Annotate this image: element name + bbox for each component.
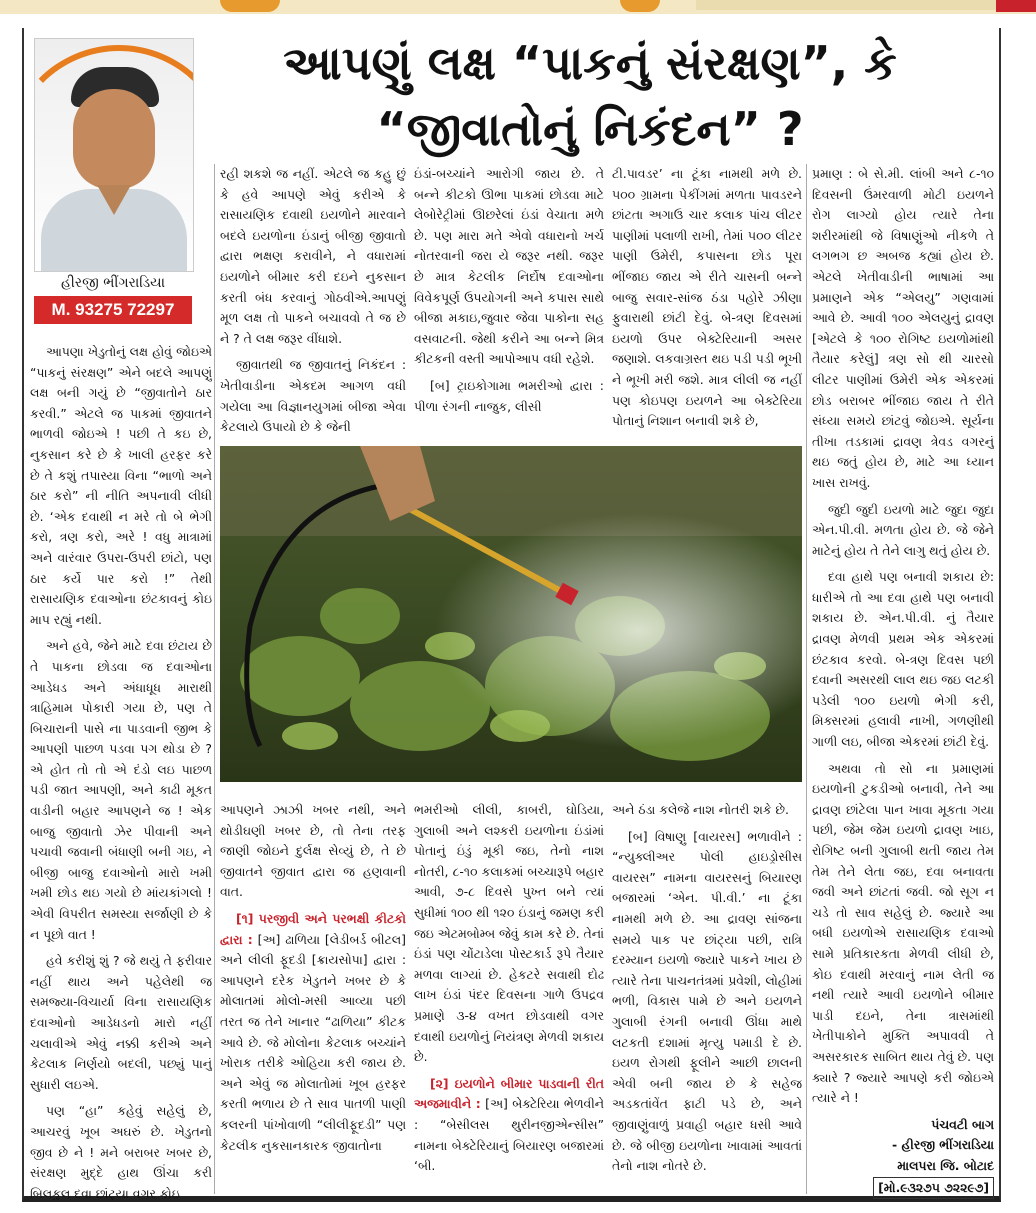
column-2-bottom bbox=[220, 800, 406, 1200]
column-rule bbox=[214, 164, 215, 1194]
top-decor-strip bbox=[0, 0, 1036, 14]
paragraph: આપણા ખેડુતોનું લક્ષ હોવું જોઇએ “પાકનું સંરક્ષણ” એને બદલે આપણું લક્ષ બની ગયું છે “જીવાતોને ઠાર કરવી.” એટલે જ પાકમાં જીવાતને ભાળવી જોઇએ ! પછી તે કઇ છે, નુકસાન કરે છે કે ખાલી હરફર કરે છે તે કશું તપાસ્યા વિના “ભાળો અને ઠાર કરો” ની નીતિ અપનાવી લીધી છે. ‘એક દવાથી ન મરે તો બે ભેગી કરો, ત્રણ કરો, અરે ! વધુ માત્રામાં અને વારંવાર ઉપરા-ઉપરી છાંટો, પણ ઠાર કર્યે પાર કરો !” તેથી રાસાયણિક દવાઓના છંટકાવનું કોઇ માપ રહ્યું નથી. bbox=[30, 344, 212, 627]
headline-line-1: આપણું લક્ષ “પાકનું સંરક્ષણ”, કે bbox=[283, 36, 897, 90]
paragraph: ટી.પાવડર’ ના ટૂંકા નામથી મળે છે. ૫૦૦ ગ્રામના પેકીંગમાં મળતા પાવડરને છાંટતા અગાઉ ચાર કલાક પાંચ લીટર પાણીમાં પલાળી રાખી, તેમાં ૫૦૦ લીટર પાણી ઉમેરી, કપાસના છોડ પૂરા ભીંજાઇ જાય એ રીતે ચાસની બન્ને બાજુ સવાર-સાંજ ઠંડા પહોરે ઝીણા ફુવારાથી છાંટી દેવું. બે-ત્રણ દિવસમાં ઇયળો ઉપર બેક્ટેરિયાની અસર જણાશે. લકવાગ્રસ્ત થઇ પડી પડી ભૂખી ને ભૂખી મરી જશે. માત્ર લીલી જ નહીં પણ કોઇપણ ઇયળને આ બેક્ટેરિયા પોતાનું નિશાન બનાવી શકે છે, bbox=[612, 166, 802, 429]
decor-red-block bbox=[996, 0, 1036, 12]
column-4-bottom bbox=[612, 800, 802, 1200]
signature-phone: [મો.૯૩૨૭૫ ૭૨૨૯૭] bbox=[873, 1177, 994, 1200]
signature-line: માલપરા જિ. બોટાદ bbox=[897, 1157, 994, 1173]
paragraph: રહી શકશે જ નહીં. એટલે જ કહુ છું કે હવે આપણે એવું કરીએ કે રાસાયણિક દવાથી ઇયળોને મારવાને બદલે ઇયળોના ઇંડાનું બીજી જીવાતો દ્વારા ભક્ષણ કરાવીને, ને વધારામાં ઇયળોને બીમાર કરી દઇને નુકસાન કરતી બંધ કરવાનું ગોઠવીએ.આપણું મૂળ લક્ષ તો પાકને બચાવવો તે જ છે ને ? તે લક્ષ જરૂર વીંધાશે. bbox=[220, 166, 406, 346]
paragraph bbox=[220, 909, 406, 1156]
paragraph: પણ “હા” કહેવું સહેલું છે, આચરવું ખૂબ અઘરું છે. ખેડુતનો જીવ છે ને ! મને બરાબર ખબર છે, સંરક્ષણ મુદ્દે હાથ ઊંચા કરી બિલકુલ દવા છાંટ્યા વગર કોઇ bbox=[30, 1103, 212, 1200]
paragraph: [બ] વિષાણુ [વાયરસ] ભળાવીને : “ન્યુક્લીઅર પોલી હાઇડ્રોસીસ વાયરસ” નામના વાયરસનું બિયારણ બજારમાં ‘એન. પી.વી.’ ના ટૂંકા નામથી મળે છે. આ દ્રાવણ સાંજના સમયે પાક પર છાંટ્યા પછી, રાત્રિ દરમ્યાન ઇયળો જ્યારે પાકને ખાય છે ત્યારે તેના પાચનતંત્રમાં પ્રવેશી, લોહીમાં ભળી, વિકાસ પામે છે અને ઇયળને ગુલાબી રંગની બનાવી ઊંધા માથે લટકતી દશામાં મૃત્યુ પમાડી દે છે. ઇયળ રોગથી ફૂલીને આછી છાલની એવી બની જાય છે કે સહેજ અડકતાંવેંત ફાટી પડે છે, અને જીવાણુંવાળું પ્રવાહી બહાર ધસી આવે છે. જે બીજી ઇયળોના ખાવામાં આવતાં તેનો નાશ નોતરે છે. bbox=[612, 828, 802, 1174]
paragraph: [બ] ટ્રાઇકોગામા ભમરીઓ દ્વારા : પીળા રંગની નાજુક, લીસી bbox=[414, 377, 604, 414]
signature-line: - હીરજી ભીંગરાડિયા bbox=[892, 1137, 994, 1153]
headline-line-2: “જીવાતોનું નિકંદન” ? bbox=[376, 102, 804, 156]
paragraph: ઇંડાં-બચ્ચાંને આરોગી જાય છે. તે બન્ને કીટકો ઊભા પાકમાં છોડવા માટે લેબોરેટ્રીમાં ઊછરેલાં ઇંડાં વેચાતા મળે છે. પણ મારા મતે એવો વધારાનો ખર્ચ નોતરવાની જરા યે જરૂર નથી. જરૂર છે માત્ર કેટલીક નિર્દોષ દવાઓના વિવેકપૂર્ણ ઉપયોગની અને કપાસ સાથે બીજા મકાઇ,જુવાર જેવા પાકોના સહ વસવાટની. જેથી કરીને આ બન્ને મિત્ર કીટકની વસ્તી આપોઆપ વધી રહેશે. bbox=[414, 166, 604, 367]
paragraph-text: [અ] બેક્ટેરિયા ભેળવીને : “બેસીલસ થુરીનજીએન્સીસ” નામના બેક્ટેરિયાનું બિયારણ બજારમાં ‘બી. bbox=[414, 1096, 604, 1174]
author-photo bbox=[34, 38, 194, 272]
column-3-bottom bbox=[414, 800, 604, 1200]
paragraph: ભમરીઓ લીલી, કાબરી, ઘોડિયા, ગુલાબી અને લશ્કરી ઇયળોના ઇંડાંમાં પોતાનું ઇંડું મૂકી જઇ, તેનો નાશ નોતરી, ૮-૧૦ કલાકમાં બચ્ચારૂપે બહાર આવી, ૭-૮ દિવસે પુખ્ત બને ત્યાં સુધીમાં ૧૦૦ થી ૧૨૦ ઇંડાનું જમણ કરી જઇ એટમબોમ્બ જેવું કામ કરે છે. તેનાં ઇંડાં પણ ચોંટાડેલા પોસ્ટકાર્ડ રૂપે તૈયાર મળવા લાગ્યાં છે. હેકટરે સવાથી દોઢ લાખ ઇંડાં પંદર દિવસના ગાળે ઉપદ્રવ પ્રમાણે ૩-૪ વખત છોડવાથી વગર દવાથી ઇયળોનું નિયંત્રણ મેળવી શકાય છે. bbox=[414, 802, 604, 1065]
paragraph: અથવા તો સો ના પ્રમાણમાં ઇયળોની ટુકડીઓ બનાવી, તેને આ દ્રાવણ છાંટેલા પાન ખાવા મૂકતા ગયા પછી, જેમ જેમ ઇયળો દ્રાવણ ખાઇ, રોગિષ્ટ બની ગુલાબી થતી જાય તેમ તેમ તેને લેતા જઇ, દવા બનાવતા જવી અને છાંટતાં જવી. જો સૂગ ન ચડે તો સાવ સહેલું છે. જ્યારે આ બધી ઇયળોએ રાસાયણિક દવાઓ સામે પ્રતિકારકતા મેળવી લીધી છે, કોઇ દવાથી મરવાનું નામ લેતી જ નથી ત્યારે આવી ઇયળોને બીમાર પાડી દઇને, તેના ત્રાસમાંથી ખેતીપાકોને મુક્તિ અપાવવી તે અસરકારક સાબિત થાય તેવું છે. પણ ક્યારે ? જ્યારે આપણે કરી જોઇએ ત્યારે ને ! bbox=[812, 760, 994, 1106]
column-5 bbox=[812, 164, 994, 1200]
signature-line: પંચવટી બાગ bbox=[931, 1116, 994, 1132]
decor-band bbox=[696, 0, 996, 10]
paragraph: અને હવે, જેને માટે દવા છંટાય છે તે પાકના છોડવા જ દવાઓના આડેધડ અને અંધાધૂધ મારાથી ત્રાહિમામ પોકારી ગયા છે, પણ તે બિચારાની પાસે ના પાડવાની જીભ કે આપણી પાછળ પડવા પગ થોડા છે ? એ હોત તો તો એ દંડો લઇ પાછળ પડી જાત આપણી, અને કાઢી મૂકત વાડીની બહાર આપણને જ ! એક બાજુ જીવાતો ઝેર પીવાની અને પચાવી જવાની બંધાણી બની ગઇ, ને બીજી બાજુ દવાઓનો મારો ખમી ખમી છોડ થઇ ગયો છે માંયકાંગલો ! એવી વિપરીત સમસ્યા સર્જાણી છે કે ન પૂછો વાત ! bbox=[30, 638, 212, 942]
paragraph: હવે કરીશું શું ? જે થયું તે ફરીવાર નહીં થાય અને પહેલેથી જ સમજ્યા-વિચાર્યા વિના રાસાયણિક દવાઓનો આડેધડનો મારો નહીં ચલાવીએ એવું નક્કી કરીએ અને કેટલાક નિર્ણયો બદલી, પછ્યું પાનું સુધારી લઇએ. bbox=[30, 953, 212, 1092]
column-2-top bbox=[220, 164, 406, 442]
paragraph: જીવાતથી જ જીવાતનું નિકંદન : ખેતીવાડીના એકદમ આગળ વધી ગયેલા આ વિજ્ઞાનયુગમાં બીજા એવા કેટલાયે ઉપાયો છે કે જેની bbox=[220, 357, 406, 435]
decor-shape bbox=[620, 0, 660, 12]
column-1 bbox=[30, 342, 212, 1200]
signature-block bbox=[812, 1115, 994, 1199]
paragraph: દવા હાથે પણ બનાવી શકાય છે: ધારીએ તો આ દવા હાથે પણ બનાવી શકાય છે. એન.પી.વી. નું તૈયાર દ્રાવણ મેળવી પ્રથમ એક એકરમાં છંટકાવ કરવો. બે-ત્રણ દિવસ પછી દવાની અસરથી લાલ થઇ જઇ લટકી પડેલી ૧૦૦ ઇયળો ભેગી કરી, મિક્સરમાં હલાવી નાખી, ગળણીથી ગાળી લઇ, બીજા એકરમાં છાંટી દેવું. bbox=[812, 569, 994, 750]
paragraph-text: [અ] ઢાળિયા [લેડીબર્ડ બીટલ] અને લીલી ફૂદડી [ક્રાયસોપા] દ્વારા : આપણને દરેક ખેડુતને ખબર છે કે મોલાતમાં મોલો-મસી આવ્યા પછી તરત જ તેને ખાનાર “ઢાળિયા” કીટક આવે છે. જે મોલોના કેટલાક બચ્ચાંને ખોરાક તરીકે ઓહિયા કરી જાય છે. અને એવું જ મોલાતોમાં ખૂબ હરફર કરતી ભળાય છે તે સાવ પાતળી પાણી કલરની પાંખોવાળી “લીલીફૂદડી” પણ કેટલીક નુકસાનકારક જીવાતોના bbox=[220, 931, 406, 1153]
headline bbox=[210, 30, 970, 162]
column-rule bbox=[806, 164, 807, 1194]
paragraph: અને ઠંડા કલેજે નાશ નોતરી શકે છે. bbox=[612, 802, 789, 817]
decor-shape bbox=[220, 0, 280, 12]
section-heading: [૨] ઇયળોને બીમાર પાડવાની રીત અજમાવીને : bbox=[414, 1075, 604, 1112]
paragraph: પ્રમાણ : બે સે.મી. લાંબી અને ૮-૧૦ દિવસની ઉંમરવાળી મોટી ઇયળને રોગ લાગ્યો હોય ત્યારે તેના શરીરમાંથી જે વિષાણુંઓ નીકળે તે લગભગ છ અબજ કહ્યાં હોય છે. એટલે ખેતીવાડીની ભાષામાં આ પ્રમાણને એક “એલયુ” ગણવામાં આવે છે. આવી ૧૦૦ એલયુનું દ્રાવણ [એટલે કે ૧૦૦ રોગિષ્ટ ઇયળોમાંથી તૈયાર કરેલું] ત્રણ સો થી ચારસો લીટર પાણીમાં ઉમેરી એક એકરમાં છોડ બરાબર ભીંજાઇ જાય તે રીતે સંધ્યા સમયે છાંટવું જોઇએ. સૂર્યના તીખા તડકામાં દ્રાવણ ત્રેવડ વગરનું થઇ જતું હોય છે, માટે આ ધ્યાન ખાસ રાખવું. bbox=[812, 166, 994, 490]
column-4-top bbox=[612, 164, 802, 442]
paragraph bbox=[414, 1074, 604, 1177]
column-3-top bbox=[414, 164, 604, 442]
pesticide-spray-photo bbox=[220, 446, 802, 782]
author-phone: M. 93275 72297 bbox=[34, 296, 192, 324]
paragraph: આપણને ઝાઝી ખબર નથી, અને થોડીઘણી ખબર છે, તો તેના તરફ જાણી જોઇને દુર્લક્ષ સેવ્યું છે, તે છે જીવાતને જીવાત દ્વારા જ હણવાની વાત. bbox=[220, 802, 406, 900]
section-heading: [૧] પરજીવી અને પરભક્ષી કીટકો દ્વારા : bbox=[220, 910, 406, 947]
author-name: હીરજી ભીંગરાડિયા bbox=[60, 275, 166, 291]
paragraph: જુદી જુદી ઇયળો માટે જુદા જુદા એન.પી.વી. મળતા હોય છે. જે જેને માટેનું હોય તે તેને લાગુ થતું હોય છે. bbox=[812, 501, 994, 558]
